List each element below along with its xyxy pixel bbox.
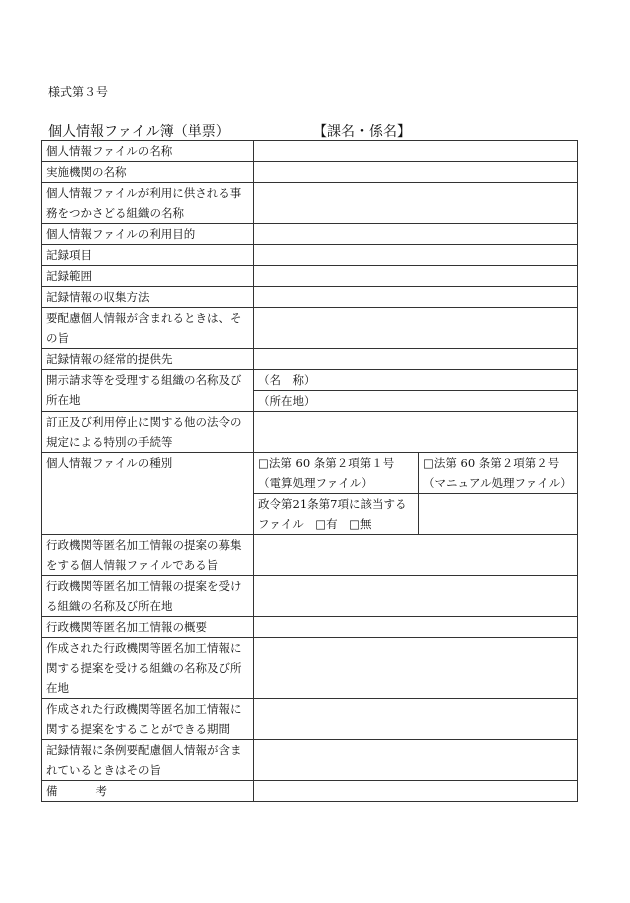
row-value[interactable] [254, 535, 578, 576]
table-row [42, 183, 578, 224]
row-value[interactable] [254, 308, 578, 349]
ordinance-applicability-field[interactable] [254, 494, 419, 535]
table-row [42, 535, 578, 576]
row-label: 訂正及び利用停止に関する他の法令の規定による特別の手続等 [42, 412, 254, 453]
table-row [42, 412, 578, 453]
table-row [42, 162, 578, 183]
row-label: 記録項目 [42, 245, 254, 266]
row-value[interactable] [254, 412, 578, 453]
table-row [42, 287, 578, 308]
remarks-label [42, 781, 254, 802]
register-table [41, 140, 578, 802]
remarks-label-left: 備 [46, 784, 58, 798]
remarks-label-right: 考 [95, 784, 107, 798]
row-value[interactable] [254, 349, 578, 370]
file-type-manual-option[interactable] [419, 453, 578, 494]
row-value[interactable] [254, 638, 578, 699]
table-row [42, 245, 578, 266]
file-type-electronic-option[interactable] [254, 453, 419, 494]
row-label: 行政機関等匿名加工情報の概要 [42, 617, 254, 638]
row-label: 作成された行政機関等匿名加工情報に関する提案をすることができる期間 [42, 699, 254, 740]
row-label: 記録情報の収集方法 [42, 287, 254, 308]
form-number: 様式第３号 [48, 85, 109, 99]
option-line: 政令第21条第7項に該当する [258, 497, 407, 511]
row-label: 個人情報ファイルの種別 [42, 453, 254, 535]
row-label: 個人情報ファイルが利用に供される事務をつかさどる組織の名称 [42, 183, 254, 224]
page-title: 個人情報ファイル簿（単票） [48, 124, 230, 140]
remarks-value[interactable] [254, 781, 578, 802]
table-row [42, 370, 578, 391]
table-row [42, 699, 578, 740]
option-line: □法第 60 条第２項第２号 [423, 456, 560, 470]
empty-cell [419, 494, 578, 535]
row-value[interactable] [254, 266, 578, 287]
row-value[interactable] [254, 576, 578, 617]
table-row [42, 576, 578, 617]
row-value[interactable] [254, 245, 578, 266]
row-value[interactable] [254, 183, 578, 224]
row-value[interactable] [254, 699, 578, 740]
organization-address-field[interactable]: （所在地） [254, 391, 578, 412]
row-value[interactable] [254, 162, 578, 183]
table-row [42, 224, 578, 245]
row-label: 記録情報に条例要配慮個人情報が含まれているときはその旨 [42, 740, 254, 781]
table-row [42, 349, 578, 370]
organization-name-field[interactable]: （名 称） [254, 370, 578, 391]
table-row [42, 266, 578, 287]
department-label: 【課名・係名】 [313, 124, 411, 140]
row-label: 個人情報ファイルの名称 [42, 141, 254, 162]
option-line: （電算処理ファイル） [258, 476, 373, 490]
table-row [42, 141, 578, 162]
table-row [42, 453, 578, 494]
table-row [42, 617, 578, 638]
table-row [42, 740, 578, 781]
option-line: ファイル □有 □無 [258, 517, 372, 531]
option-line: □法第 60 条第２項第１号 [258, 456, 395, 470]
row-label: 個人情報ファイルの利用目的 [42, 224, 254, 245]
table-row [42, 781, 578, 802]
row-label: 記録情報の経常的提供先 [42, 349, 254, 370]
row-value[interactable] [254, 287, 578, 308]
table-row [42, 308, 578, 349]
row-value[interactable] [254, 740, 578, 781]
table-row [42, 638, 578, 699]
option-line: （マニュアル処理ファイル） [423, 476, 572, 490]
row-label: 作成された行政機関等匿名加工情報に関する提案を受ける組織の名称及び所在地 [42, 638, 254, 699]
row-label: 要配慮個人情報が含まれるときは、その旨 [42, 308, 254, 349]
row-label: 実施機関の名称 [42, 162, 254, 183]
row-label: 開示請求等を受理する組織の名称及び所在地 [42, 370, 254, 412]
row-value[interactable] [254, 224, 578, 245]
row-label: 行政機関等匿名加工情報の提案を受ける組織の名称及び所在地 [42, 576, 254, 617]
row-label: 記録範囲 [42, 266, 254, 287]
row-label: 行政機関等匿名加工情報の提案の募集をする個人情報ファイルである旨 [42, 535, 254, 576]
row-value[interactable] [254, 141, 578, 162]
row-value[interactable] [254, 617, 578, 638]
